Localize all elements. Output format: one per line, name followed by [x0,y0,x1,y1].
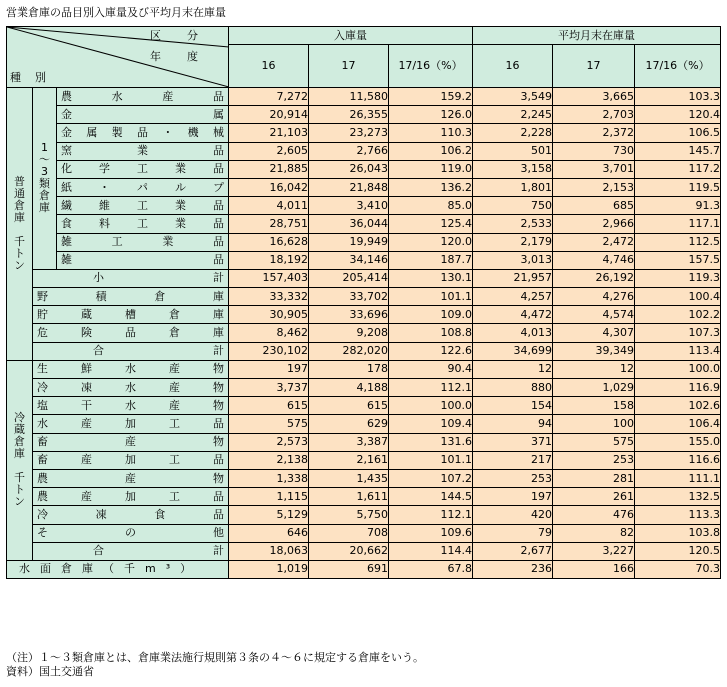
value-cell: 730 [553,142,635,160]
value-cell: 157.5 [635,251,721,269]
value-cell: 116.6 [635,451,721,469]
value-cell: 23,273 [309,124,389,142]
value-cell: 33,702 [309,288,389,306]
table-row [7,397,721,415]
table-row [7,251,721,269]
table-body [7,27,721,579]
table-row [7,124,721,142]
value-cell: 91.3 [635,197,721,215]
row-label: 農 産 物 [33,469,229,487]
row-label: 雑 工 業 品 [57,233,229,251]
value-cell: 253 [473,469,553,487]
row-label: 食 料 工 業 品 [57,215,229,233]
value-cell: 111.1 [635,469,721,487]
table-row [7,469,721,487]
value-cell: 107.2 [389,469,473,487]
value-cell: 145.7 [635,142,721,160]
value-cell: 113.4 [635,342,721,360]
table-row [7,106,721,124]
value-cell: 4,013 [473,324,553,342]
value-cell: 2,372 [553,124,635,142]
notes [6,651,424,679]
value-cell: 117.2 [635,160,721,178]
row-label: 冷 凍 水 産 物 [33,379,229,397]
col-group-zaiko: 平均月末在庫量 [473,27,721,45]
value-cell: 646 [229,524,309,542]
value-cell: 33,332 [229,288,309,306]
value-cell: 85.0 [389,197,473,215]
value-cell: 166 [553,560,635,578]
value-cell: 1,115 [229,488,309,506]
value-cell: 155.0 [635,433,721,451]
value-cell: 106.4 [635,415,721,433]
value-cell: 2,138 [229,451,309,469]
value-cell: 615 [309,397,389,415]
value-cell: 5,750 [309,506,389,524]
value-cell: 2,966 [553,215,635,233]
value-cell: 100.4 [635,288,721,306]
row-label: 冷 凍 食 品 [33,506,229,524]
table-row [7,560,721,578]
row-label: 農 水 産 品 [57,88,229,106]
row-label: 合 計 [33,542,229,560]
value-cell: 4,574 [553,306,635,324]
value-cell: 116.9 [635,379,721,397]
value-cell: 112.1 [389,506,473,524]
table-row [7,306,721,324]
value-cell: 7,272 [229,88,309,106]
value-cell: 3,158 [473,160,553,178]
value-cell: 21,957 [473,269,553,287]
value-cell: 11,580 [309,88,389,106]
row-label: 金 属 [57,106,229,124]
value-cell: 26,355 [309,106,389,124]
value-cell: 187.7 [389,251,473,269]
value-cell: 100.0 [635,360,721,378]
value-cell: 114.4 [389,542,473,560]
value-cell: 2,605 [229,142,309,160]
value-cell: 281 [553,469,635,487]
shubetsu-label: 種別 [10,71,60,84]
value-cell: 112.5 [635,233,721,251]
table-row [7,215,721,233]
value-cell: 2,245 [473,106,553,124]
value-cell: 685 [553,197,635,215]
table-row [7,542,721,560]
note-line: （注）１〜３類倉庫とは、倉庫業法施行規則第３条の４〜６に規定する倉庫をいう。 [6,651,424,664]
value-cell: 109.0 [389,306,473,324]
value-cell: 33,696 [309,306,389,324]
subheader: 17 [309,45,389,88]
value-cell: 131.6 [389,433,473,451]
value-cell: 67.8 [389,560,473,578]
value-cell: 130.1 [389,269,473,287]
value-cell: 108.8 [389,324,473,342]
warehouse-table [6,26,721,579]
value-cell: 79 [473,524,553,542]
value-cell: 103.8 [635,524,721,542]
table-title: 営業倉庫の品目別入庫量及び平均月末在庫量 [6,6,226,19]
value-cell: 106.5 [635,124,721,142]
value-cell: 110.3 [389,124,473,142]
value-cell: 2,533 [473,215,553,233]
value-cell: 12 [473,360,553,378]
value-cell: 113.3 [635,506,721,524]
subheader: 16 [473,45,553,88]
value-cell: 230,102 [229,342,309,360]
row-label: 小 計 [33,269,229,287]
kubun-label: 区分 [150,29,225,42]
table-row [7,360,721,378]
value-cell: 3,701 [553,160,635,178]
value-cell: 750 [473,197,553,215]
value-cell: 90.4 [389,360,473,378]
value-cell: 2,677 [473,542,553,560]
row-label: 繊 維 工 業 品 [57,197,229,215]
table-row [7,142,721,160]
value-cell: 117.1 [635,215,721,233]
subheader: 17/16（%） [389,45,473,88]
value-cell: 30,905 [229,306,309,324]
table-row [7,524,721,542]
value-cell: 119.5 [635,178,721,196]
value-cell: 2,766 [309,142,389,160]
table-row [7,178,721,196]
corner-header [7,27,229,88]
group-rui-soko: 1 〜 3 類 倉 庫 [33,88,57,270]
value-cell: 70.3 [635,560,721,578]
value-cell: 102.6 [635,397,721,415]
value-cell: 420 [473,506,553,524]
value-cell: 3,549 [473,88,553,106]
col-group-nyuko: 入庫量 [229,27,473,45]
value-cell: 39,349 [553,342,635,360]
value-cell: 120.4 [635,106,721,124]
nendo-label: 年度 [150,50,225,63]
value-cell: 103.3 [635,88,721,106]
value-cell: 4,307 [553,324,635,342]
row-label: そ の 他 [33,524,229,542]
row-label: 貯 蔵 槽 倉 庫 [33,306,229,324]
table-row [7,342,721,360]
value-cell: 4,188 [309,379,389,397]
value-cell: 144.5 [389,488,473,506]
value-cell: 1,801 [473,178,553,196]
value-cell: 253 [553,451,635,469]
value-cell: 20,662 [309,542,389,560]
value-cell: 112.1 [389,379,473,397]
value-cell: 501 [473,142,553,160]
value-cell: 18,063 [229,542,309,560]
value-cell: 2,153 [553,178,635,196]
value-cell: 2,472 [553,233,635,251]
value-cell: 16,628 [229,233,309,251]
row-label: 合 計 [33,342,229,360]
subheader: 17/16（%） [635,45,721,88]
value-cell: 880 [473,379,553,397]
group-reizo-soko: 冷 蔵 倉 庫 千 ト ン [7,360,33,560]
row-label: 畜 産 物 [33,433,229,451]
value-cell: 2,228 [473,124,553,142]
value-cell: 34,699 [473,342,553,360]
value-cell: 106.2 [389,142,473,160]
table-row [7,288,721,306]
subheader: 17 [553,45,635,88]
value-cell: 28,751 [229,215,309,233]
table-row [7,233,721,251]
value-cell: 3,387 [309,433,389,451]
value-cell: 575 [553,433,635,451]
table-row [7,433,721,451]
value-cell: 629 [309,415,389,433]
value-cell: 282,020 [309,342,389,360]
value-cell: 691 [309,560,389,578]
value-cell: 132.5 [635,488,721,506]
value-cell: 21,103 [229,124,309,142]
value-cell: 126.0 [389,106,473,124]
value-cell: 1,338 [229,469,309,487]
value-cell: 119.0 [389,160,473,178]
value-cell: 3,665 [553,88,635,106]
table-row [7,324,721,342]
value-cell: 21,848 [309,178,389,196]
row-label: 野 積 倉 庫 [33,288,229,306]
value-cell: 94 [473,415,553,433]
row-label: 雑 品 [57,251,229,269]
value-cell: 100 [553,415,635,433]
table-row [7,160,721,178]
table-row [7,415,721,433]
value-cell: 9,208 [309,324,389,342]
table-row [7,269,721,287]
value-cell: 157,403 [229,269,309,287]
value-cell: 236 [473,560,553,578]
value-cell: 154 [473,397,553,415]
value-cell: 4,011 [229,197,309,215]
value-cell: 109.6 [389,524,473,542]
value-cell: 5,129 [229,506,309,524]
row-label: 塩 干 水 産 物 [33,397,229,415]
value-cell: 4,257 [473,288,553,306]
table-row [7,379,721,397]
value-cell: 34,146 [309,251,389,269]
value-cell: 1,611 [309,488,389,506]
value-cell: 708 [309,524,389,542]
value-cell: 197 [473,488,553,506]
value-cell: 16,042 [229,178,309,196]
value-cell: 1,029 [553,379,635,397]
value-cell: 261 [553,488,635,506]
value-cell: 615 [229,397,309,415]
value-cell: 4,472 [473,306,553,324]
value-cell: 109.4 [389,415,473,433]
value-cell: 19,949 [309,233,389,251]
value-cell: 3,227 [553,542,635,560]
row-label: 生 鮮 水 産 物 [33,360,229,378]
value-cell: 125.4 [389,215,473,233]
value-cell: 159.2 [389,88,473,106]
value-cell: 21,885 [229,160,309,178]
value-cell: 1,435 [309,469,389,487]
group-futsu-soko: 普 通 倉 庫 千 ト ン [7,88,33,361]
value-cell: 101.1 [389,288,473,306]
value-cell: 4,746 [553,251,635,269]
row-label: 化 学 工 業 品 [57,160,229,178]
row-label: 窯 業 品 [57,142,229,160]
value-cell: 2,179 [473,233,553,251]
subheader: 16 [229,45,309,88]
row-label: 水 産 加 工 品 [33,415,229,433]
value-cell: 122.6 [389,342,473,360]
value-cell: 120.5 [635,542,721,560]
row-label: 金 属 製 品 ・ 機 械 [57,124,229,142]
value-cell: 3,013 [473,251,553,269]
value-cell: 178 [309,360,389,378]
value-cell: 2,161 [309,451,389,469]
value-cell: 205,414 [309,269,389,287]
value-cell: 107.3 [635,324,721,342]
value-cell: 197 [229,360,309,378]
value-cell: 26,043 [309,160,389,178]
row-label: 危 険 品 倉 庫 [33,324,229,342]
table-row [7,506,721,524]
value-cell: 4,276 [553,288,635,306]
value-cell: 102.2 [635,306,721,324]
row-label: 畜 産 加 工 品 [33,451,229,469]
value-cell: 476 [553,506,635,524]
value-cell: 120.0 [389,233,473,251]
table-row [7,88,721,106]
value-cell: 158 [553,397,635,415]
value-cell: 101.1 [389,451,473,469]
value-cell: 8,462 [229,324,309,342]
value-cell: 136.2 [389,178,473,196]
value-cell: 575 [229,415,309,433]
value-cell: 217 [473,451,553,469]
value-cell: 12 [553,360,635,378]
table-row [7,197,721,215]
table-row [7,488,721,506]
value-cell: 2,573 [229,433,309,451]
note-line: 資料）国土交通省 [6,665,94,678]
value-cell: 1,019 [229,560,309,578]
value-cell: 82 [553,524,635,542]
value-cell: 36,044 [309,215,389,233]
value-cell: 119.3 [635,269,721,287]
row-label: 紙 ・ パ ル プ [57,178,229,196]
value-cell: 2,703 [553,106,635,124]
row-label-suimen: 水面倉庫（千m³） [7,560,229,578]
table-row [7,451,721,469]
value-cell: 18,192 [229,251,309,269]
value-cell: 371 [473,433,553,451]
value-cell: 3,737 [229,379,309,397]
value-cell: 26,192 [553,269,635,287]
value-cell: 3,410 [309,197,389,215]
value-cell: 100.0 [389,397,473,415]
value-cell: 20,914 [229,106,309,124]
row-label: 農 産 加 工 品 [33,488,229,506]
